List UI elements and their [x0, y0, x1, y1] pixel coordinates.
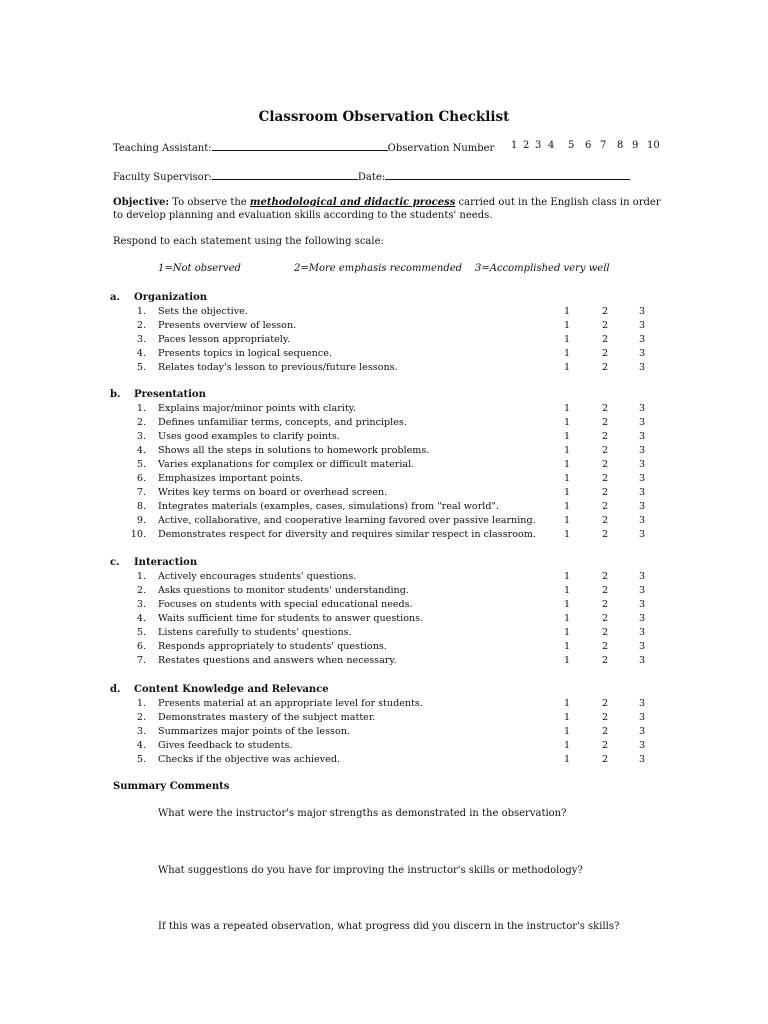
rating-option-2[interactable]: 2 — [602, 320, 609, 331]
rating-option-3[interactable]: 3 — [639, 431, 646, 442]
rating-option-3[interactable]: 3 — [639, 445, 646, 456]
teaching-assistant-row — [113, 140, 494, 154]
item-text: Listens carefully to students' questions. — [158, 627, 352, 638]
checklist-item — [0, 712, 768, 726]
item-number: 5. — [136, 754, 146, 765]
page-title: Classroom Observation Checklist — [258, 109, 510, 125]
item-text: Presents material at an appropriate level for students. — [158, 698, 423, 709]
rating-option-1[interactable]: 1 — [564, 571, 571, 582]
item-number: 1. — [136, 698, 146, 709]
item-number: 6. — [136, 473, 146, 484]
rating-option-1[interactable]: 1 — [564, 348, 571, 359]
item-number: 3. — [136, 431, 146, 442]
checklist-item — [0, 641, 768, 655]
scale-accomplished: 3=Accomplished very well — [475, 263, 610, 274]
item-text: Responds appropriately to students' questions. — [158, 641, 387, 652]
item-text: Demonstrates mastery of the subject matter. — [158, 712, 376, 723]
rating-option-1[interactable]: 1 — [564, 459, 571, 470]
item-number: 3. — [136, 726, 146, 737]
objective-emphasis: methodological and didactic process — [249, 197, 456, 208]
section-title: Organization — [134, 292, 208, 303]
item-text: Writes key terms on board or overhead screen. — [158, 487, 388, 498]
rating-option-2[interactable]: 2 — [602, 754, 609, 765]
item-number: 2. — [136, 585, 146, 596]
rating-option-2[interactable]: 2 — [602, 740, 609, 751]
date-label: Date: — [357, 172, 386, 183]
observation-number-option[interactable]: 10 — [647, 140, 660, 151]
rating-option-1[interactable]: 1 — [564, 585, 571, 596]
item-text: Actively encourages students' questions. — [158, 571, 357, 582]
rating-option-2[interactable]: 2 — [602, 348, 609, 359]
item-number: 6. — [136, 641, 146, 652]
observation-number-option[interactable]: 6 — [585, 140, 592, 151]
rating-option-2[interactable]: 2 — [602, 362, 609, 373]
rating-option-3[interactable]: 3 — [639, 362, 646, 373]
rating-option-3[interactable]: 3 — [639, 754, 646, 765]
checklist-item — [0, 726, 768, 740]
item-number: 2. — [136, 320, 146, 331]
rating-option-2[interactable]: 2 — [602, 529, 609, 540]
teaching-assistant-field[interactable] — [212, 140, 388, 151]
item-text: Relates today's lesson to previous/future lessons. — [158, 362, 398, 373]
rating-option-1[interactable]: 1 — [564, 698, 571, 709]
observation-number-option[interactable]: 1 — [511, 140, 518, 151]
rating-option-2[interactable]: 2 — [602, 431, 609, 442]
item-text: Defines unfamiliar terms, concepts, and principles. — [158, 417, 407, 428]
faculty-supervisor-label: Faculty Supervisor: — [113, 172, 212, 183]
summary-question-progress: If this was a repeated observation, what progress did you discern in the instructor's skills? — [158, 921, 620, 932]
checklist-item — [0, 571, 768, 585]
rating-option-1[interactable]: 1 — [564, 726, 571, 737]
rating-option-1[interactable]: 1 — [564, 740, 571, 751]
item-number: 1. — [136, 403, 146, 414]
item-text: Uses good examples to clarify points. — [158, 431, 340, 442]
section-letter: a. — [110, 292, 120, 303]
faculty-supervisor-field[interactable] — [212, 169, 358, 180]
rating-option-1[interactable]: 1 — [564, 403, 571, 414]
rating-option-2[interactable]: 2 — [602, 641, 609, 652]
section-heading — [110, 389, 206, 400]
item-text: Checks if the objective was achieved. — [158, 754, 341, 765]
rating-option-2[interactable]: 2 — [602, 403, 609, 414]
checklist-item — [0, 599, 768, 613]
checklist-item — [0, 585, 768, 599]
observation-number-option[interactable]: 7 — [600, 140, 607, 151]
rating-option-1[interactable]: 1 — [564, 417, 571, 428]
item-number: 3. — [136, 599, 146, 610]
date-field[interactable] — [385, 169, 630, 180]
rating-option-3[interactable]: 3 — [639, 613, 646, 624]
section-heading — [110, 684, 329, 695]
rating-option-3[interactable]: 3 — [639, 320, 646, 331]
item-text: Gives feedback to students. — [158, 740, 293, 751]
item-number: 5. — [136, 459, 146, 470]
item-number: 5. — [136, 627, 146, 638]
scale-instruction: Respond to each statement using the following scale: — [113, 236, 384, 247]
rating-option-3[interactable]: 3 — [639, 417, 646, 428]
item-number: 7. — [136, 655, 146, 666]
checklist-item — [0, 431, 768, 445]
observation-number-label: Observation Number — [387, 143, 495, 154]
item-number: 1. — [136, 571, 146, 582]
checklist-item — [0, 515, 768, 529]
rating-option-3[interactable]: 3 — [639, 585, 646, 596]
checklist-item — [0, 334, 768, 348]
observation-number-option[interactable]: 4 — [548, 140, 555, 151]
checklist-item — [0, 613, 768, 627]
rating-option-3[interactable]: 3 — [639, 515, 646, 526]
item-number: 3. — [136, 334, 146, 345]
item-number: 4. — [136, 348, 146, 359]
rating-option-1[interactable]: 1 — [564, 515, 571, 526]
checklist-item — [0, 348, 768, 362]
item-text: Waits sufficient time for students to answer questions. — [158, 613, 424, 624]
scale-not-observed: 1=Not observed — [158, 263, 241, 274]
rating-option-1[interactable]: 1 — [564, 320, 571, 331]
rating-option-2[interactable]: 2 — [602, 473, 609, 484]
item-number: 4. — [136, 445, 146, 456]
checklist-item — [0, 459, 768, 473]
rating-option-3[interactable]: 3 — [639, 571, 646, 582]
section-letter: c. — [110, 557, 120, 568]
checklist-item — [0, 698, 768, 712]
summary-question-strengths: What were the instructor's major strengths as demonstrated in the observation? — [158, 808, 567, 819]
rating-option-1[interactable]: 1 — [564, 613, 571, 624]
item-number: 10. — [130, 529, 146, 540]
summary-heading: Summary Comments — [113, 781, 230, 792]
rating-option-2[interactable]: 2 — [602, 712, 609, 723]
item-text: Summarizes major points of the lesson. — [158, 726, 350, 737]
teaching-assistant-label: Teaching Assistant: — [113, 143, 212, 154]
section-heading — [110, 292, 207, 303]
checklist-item — [0, 655, 768, 669]
item-text: Sets the objective. — [158, 306, 248, 317]
item-number: 9. — [136, 515, 146, 526]
rating-option-3[interactable]: 3 — [639, 627, 646, 638]
scale-more-emphasis: 2=More emphasis recommended — [294, 263, 463, 274]
rating-option-3[interactable]: 3 — [639, 459, 646, 470]
checklist-item — [0, 529, 768, 543]
observation-number-option[interactable]: 8 — [617, 140, 624, 151]
rating-option-3[interactable]: 3 — [639, 698, 646, 709]
rating-option-2[interactable]: 2 — [602, 726, 609, 737]
rating-option-2[interactable]: 2 — [602, 334, 609, 345]
rating-option-2[interactable]: 2 — [602, 655, 609, 666]
rating-option-1[interactable]: 1 — [564, 306, 571, 317]
rating-option-3[interactable]: 3 — [639, 487, 646, 498]
rating-option-3[interactable]: 3 — [639, 740, 646, 751]
rating-option-2[interactable]: 2 — [602, 306, 609, 317]
checklist-item — [0, 740, 768, 754]
rating-option-1[interactable]: 1 — [564, 599, 571, 610]
item-number: 4. — [136, 740, 146, 751]
item-text: Restates questions and answers when necessary. — [158, 655, 397, 666]
rating-option-2[interactable]: 2 — [602, 599, 609, 610]
rating-option-1[interactable]: 1 — [564, 473, 571, 484]
item-text: Emphasizes important points. — [158, 473, 304, 484]
rating-option-3[interactable]: 3 — [639, 334, 646, 345]
rating-option-2[interactable]: 2 — [602, 487, 609, 498]
item-number: 4. — [136, 613, 146, 624]
rating-option-1[interactable]: 1 — [564, 501, 571, 512]
checklist-item — [0, 501, 768, 515]
rating-option-2[interactable]: 2 — [602, 698, 609, 709]
item-number: 5. — [136, 362, 146, 373]
rating-option-1[interactable]: 1 — [564, 487, 571, 498]
item-text: Varies explanations for complex or difficult material. — [158, 459, 415, 470]
section-heading — [110, 557, 197, 568]
rating-option-2[interactable]: 2 — [602, 585, 609, 596]
rating-option-3[interactable]: 3 — [639, 529, 646, 540]
section-title: Interaction — [134, 557, 198, 568]
rating-option-2[interactable]: 2 — [602, 417, 609, 428]
rating-option-3[interactable]: 3 — [639, 599, 646, 610]
rating-option-1[interactable]: 1 — [564, 529, 571, 540]
checklist-item — [0, 320, 768, 334]
checklist-item — [0, 362, 768, 376]
rating-option-3[interactable]: 3 — [639, 726, 646, 737]
objective-text-before: To observe the — [169, 197, 250, 208]
item-number: 8. — [136, 501, 146, 512]
rating-option-1[interactable]: 1 — [564, 445, 571, 456]
rating-option-2[interactable]: 2 — [602, 459, 609, 470]
checklist-item — [0, 754, 768, 768]
item-text: Shows all the steps in solutions to homework problems. — [158, 445, 430, 456]
rating-option-2[interactable]: 2 — [602, 515, 609, 526]
item-text: Explains major/minor points with clarity. — [158, 403, 356, 414]
rating-option-3[interactable]: 3 — [639, 306, 646, 317]
checklist-item — [0, 445, 768, 459]
rating-option-1[interactable]: 1 — [564, 641, 571, 652]
item-text: Presents overview of lesson. — [158, 320, 297, 331]
objective-text-after: carried out in the English class in order to develop planning and evaluation skills according to the students' needs. — [113, 197, 661, 221]
rating-option-2[interactable]: 2 — [602, 501, 609, 512]
rating-option-2[interactable]: 2 — [602, 571, 609, 582]
checklist-item — [0, 627, 768, 641]
item-number: 2. — [136, 712, 146, 723]
rating-option-3[interactable]: 3 — [639, 501, 646, 512]
item-text: Paces lesson appropriately. — [158, 334, 291, 345]
checklist-item — [0, 487, 768, 501]
objective-paragraph — [113, 196, 673, 222]
rating-option-3[interactable]: 3 — [639, 473, 646, 484]
rating-option-3[interactable]: 3 — [639, 403, 646, 414]
item-text: Presents topics in logical sequence. — [158, 348, 332, 359]
checklist-item — [0, 403, 768, 417]
faculty-supervisor-row — [113, 169, 630, 183]
rating-option-3[interactable]: 3 — [639, 348, 646, 359]
checklist-item — [0, 306, 768, 320]
rating-option-1[interactable]: 1 — [564, 712, 571, 723]
rating-option-3[interactable]: 3 — [639, 655, 646, 666]
observation-number-option[interactable]: 9 — [632, 140, 639, 151]
checklist-item — [0, 417, 768, 431]
observation-number-option[interactable]: 2 — [523, 140, 530, 151]
rating-option-1[interactable]: 1 — [564, 754, 571, 765]
rating-option-1[interactable]: 1 — [564, 627, 571, 638]
item-text: Demonstrates respect for diversity and requires similar respect in classroom. — [158, 529, 536, 540]
section-title: Presentation — [134, 389, 206, 400]
rating-option-3[interactable]: 3 — [639, 712, 646, 723]
observation-number-option[interactable]: 5 — [568, 140, 575, 151]
item-text: Active, collaborative, and cooperative learning favored over passive learning. — [158, 515, 536, 526]
summary-question-suggestions: What suggestions do you have for improving the instructor's skills or methodology? — [158, 865, 583, 876]
rating-option-1[interactable]: 1 — [564, 431, 571, 442]
section-letter: b. — [110, 389, 121, 400]
rating-option-1[interactable]: 1 — [564, 334, 571, 345]
item-number: 1. — [136, 306, 146, 317]
item-text: Asks questions to monitor students' understanding. — [158, 585, 409, 596]
rating-option-1[interactable]: 1 — [564, 655, 571, 666]
rating-option-2[interactable]: 2 — [602, 613, 609, 624]
rating-option-3[interactable]: 3 — [639, 641, 646, 652]
rating-option-1[interactable]: 1 — [564, 362, 571, 373]
item-text: Integrates materials (examples, cases, simulations) from "real world". — [158, 501, 499, 512]
section-letter: d. — [110, 684, 121, 695]
observation-number-option[interactable]: 3 — [535, 140, 542, 151]
item-text: Focuses on students with special educational needs. — [158, 599, 413, 610]
item-number: 7. — [136, 487, 146, 498]
rating-option-2[interactable]: 2 — [602, 445, 609, 456]
rating-option-2[interactable]: 2 — [602, 627, 609, 638]
section-title: Content Knowledge and Relevance — [134, 684, 329, 695]
checklist-item — [0, 473, 768, 487]
objective-label: Objective: — [113, 197, 170, 208]
item-number: 2. — [136, 417, 146, 428]
